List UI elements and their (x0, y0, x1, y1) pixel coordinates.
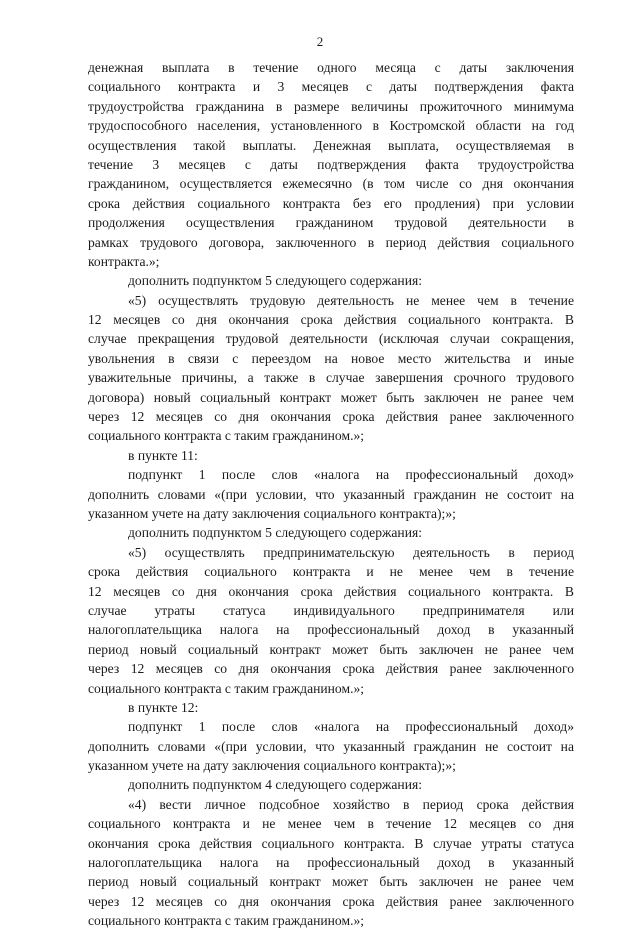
text-line: дополнить подпунктом 5 следующего содержания: (128, 273, 423, 289)
text-line: продолжения осуществления гражданином трудовой деятельности в (88, 215, 574, 231)
text-line: денежная выплата в течение одного месяца с даты заключения (88, 60, 574, 75)
text-line: в пункте 12: (128, 699, 199, 715)
text-line: рамках трудового договора, заключенного в период действия социального (88, 234, 574, 250)
text-line: срока действия социального контракта без его продления) при условии (88, 195, 574, 211)
text-line: уважительные причины, а также в случае завершения срочного трудового (88, 370, 574, 386)
text-line: социального контракта с таким гражданином.»; (88, 680, 365, 696)
text-line: в пункте 11: (128, 447, 198, 463)
text-line: срока действия социального контракта и не менее чем в течение (88, 564, 574, 580)
text-line: налогоплательщика налога на профессиональный доход в указанный (88, 622, 574, 638)
text-line: 12 месяцев со дня окончания срока действия социального контракта. В (88, 312, 574, 328)
text-line: период новый социальный контракт может быть заключен не ранее чем (88, 874, 574, 890)
text-line: «5) осуществлять трудовую деятельность не менее чем в течение (128, 292, 574, 308)
text-line: дополнить подпунктом 5 следующего содержания: (128, 525, 423, 541)
text-line: 12 месяцев со дня окончания срока действия социального контракта. В (88, 583, 574, 599)
text-line: через 12 месяцев со дня окончания срока действия ранее заключенного (88, 409, 574, 425)
text-line: подпункт 1 после слов «налога на профессиональный доход» (128, 467, 574, 483)
text-line: течение 3 месяцев с даты подтверждения факта трудоустройства (88, 156, 574, 172)
text-line: случае утраты статуса индивидуального предпринимателя или (88, 602, 574, 618)
text-line: контракта.»; (88, 253, 160, 269)
text-line: трудоустройства гражданина в размере величины прожиточного минимума (88, 98, 574, 114)
text-line: подпункт 1 после слов «налога на профессиональный доход» (128, 719, 574, 735)
text-line: указанном учете на дату заключения социального контракта);»; (88, 505, 456, 521)
text-line: социального контракта с таким гражданином.»; (88, 913, 365, 929)
text-line: дополнить подпунктом 4 следующего содержания: (128, 777, 423, 793)
text-line: социального контракта и 3 месяцев с даты подтверждения факта (88, 79, 574, 95)
text-line: случае прекращения трудовой деятельности (исключая случаи сокращения, (88, 331, 574, 347)
text-line: осуществления такой выплаты. Денежная выплата, осуществляемая в (88, 137, 574, 153)
text-line: дополнить словами «(при условии, что указанный гражданин не состоит на (88, 486, 574, 502)
text-line: «4) вести личное подсобное хозяйство в период срока действия (128, 796, 574, 812)
text-line: окончания срока действия социального контракта. В случае утраты статуса (88, 835, 574, 851)
text-line: период новый социальный контракт может быть заключен не ранее чем (88, 641, 574, 657)
text-line: трудоспособного населения, установленного в Костромской области на год (88, 118, 574, 134)
text-line: договора) новый социальный контракт может быть заключен не ранее чем (88, 389, 574, 405)
text-line: через 12 месяцев со дня окончания срока действия ранее заключенного (88, 661, 574, 677)
document-body (88, 58, 574, 931)
text-line: указанном учете на дату заключения социального контракта);»; (88, 758, 456, 774)
text-line: социального контракта с таким гражданином.»; (88, 428, 365, 444)
text-line: «5) осуществлять предпринимательскую деятельность в период (128, 544, 574, 560)
text-line: дополнить словами «(при условии, что указанный гражданин не состоит на (88, 738, 574, 754)
text-line: налогоплательщика налога на профессиональный доход в указанный (88, 855, 574, 871)
text-line: через 12 месяцев со дня окончания срока действия ранее заключенного (88, 893, 574, 909)
text-line: гражданином, осуществляется ежемесячно (в том числе со дня окончания (88, 176, 574, 192)
text-line: увольнения в связи с переездом на новое место жительства и иные (88, 350, 574, 366)
text-line: социального контракта и не менее чем в течение 12 месяцев со дня (88, 816, 574, 832)
page-number: 2 (316, 34, 324, 49)
